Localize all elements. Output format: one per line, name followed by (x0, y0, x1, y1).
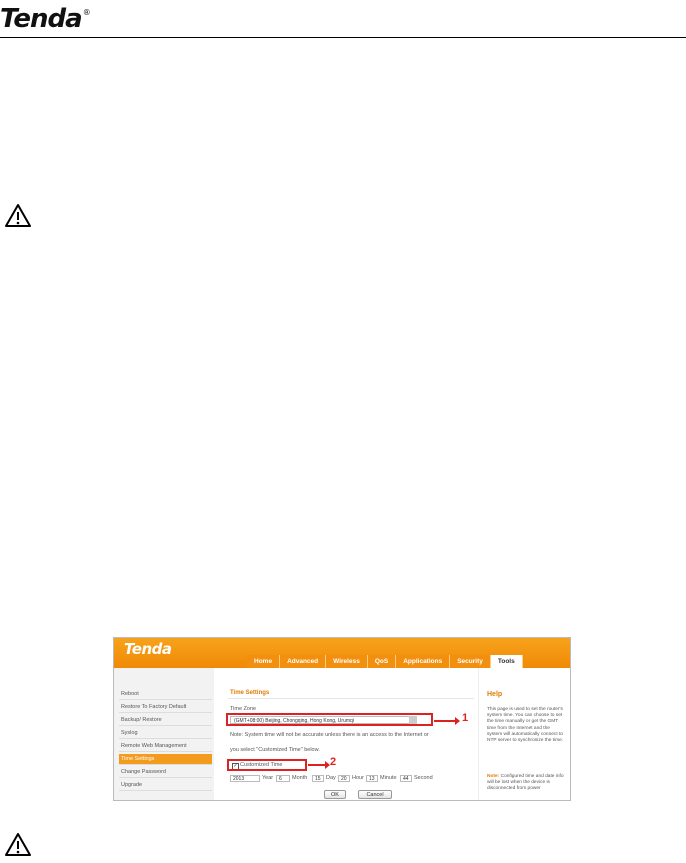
ok-button[interactable]: OK (324, 790, 346, 799)
minute-label: Minute (380, 775, 397, 781)
help-note-text: Configured time and date info will be lost when the device is disconnected from power (487, 774, 564, 792)
sidebar-item-reboot[interactable]: Reboot (119, 689, 212, 700)
nav-tab-wireless[interactable]: Wireless (326, 655, 368, 668)
month-label: Month (292, 775, 308, 781)
sidebar-item-syslog[interactable]: Syslog (119, 728, 212, 739)
time-settings-panel (218, 668, 474, 801)
warning-icon (4, 832, 32, 858)
highlight-box-2 (227, 759, 307, 771)
time-zone-value: (GMT+08:00) Beijing, Chongqing, Hong Kong, Urumqi (234, 718, 354, 724)
sidebar-item-change-password[interactable]: Change Password (119, 767, 212, 778)
second-label: Second (414, 775, 433, 781)
help-note-label: Note: (487, 774, 500, 779)
sidebar-item-time-settings[interactable]: Time Settings (119, 754, 212, 765)
note-line-1: Note: System time will not be accurate unless there is an access to the Internet or (230, 732, 429, 738)
router-time-settings-screenshot (113, 637, 571, 801)
header-rule (0, 37, 686, 38)
year-input[interactable]: 2013 (230, 775, 260, 782)
note-line-2: you select "Customized Time" below. (230, 747, 320, 753)
help-panel (478, 668, 571, 801)
router-sidebar (114, 668, 214, 801)
help-title: Help (487, 691, 503, 698)
nav-tab-applications[interactable]: Applications (396, 655, 450, 668)
month-input[interactable]: 6 (276, 775, 290, 782)
help-note (487, 774, 565, 793)
year-label: Year (262, 775, 274, 781)
section-title: Time Settings (230, 690, 270, 696)
router-header (114, 638, 570, 668)
time-zone-label: Time Zone (230, 706, 257, 712)
callout-number-2: 2 (330, 756, 337, 768)
sidebar-item-backup-restore[interactable]: Backup/ Restore (119, 715, 212, 726)
callout-number-1: 1 (462, 712, 469, 724)
day-label: Day (326, 775, 336, 781)
day-input[interactable]: 15 (312, 775, 324, 782)
customized-time-label: Customized Time (240, 762, 283, 768)
hour-label: Hour (352, 775, 364, 781)
second-input[interactable]: 44 (400, 775, 412, 782)
router-nav (247, 655, 523, 668)
document-logo: Tenda® (0, 4, 90, 34)
sidebar-item-restore-factory[interactable]: Restore To Factory Default (119, 702, 212, 713)
highlight-box-1 (226, 713, 433, 726)
help-text: This page is used to set the router's system time. You can choose to set the time manually or get the GMT time from the Internet and the system will automatically connect to NTP server to synchronize the time. (487, 707, 564, 744)
nav-tab-qos[interactable]: QoS (368, 655, 396, 668)
sidebar-item-remote-web-management[interactable]: Remote Web Management (119, 741, 212, 752)
router-logo: Tenda (124, 640, 172, 658)
section-divider (228, 698, 474, 699)
nav-tab-advanced[interactable]: Advanced (280, 655, 326, 668)
sidebar-item-upgrade[interactable]: Upgrade (119, 780, 212, 791)
cancel-button[interactable]: Cancel (358, 790, 392, 799)
minute-input[interactable]: 13 (366, 775, 378, 782)
nav-tab-home[interactable]: Home (247, 655, 280, 668)
callout-arrow-1 (434, 720, 456, 722)
nav-tab-security[interactable]: Security (450, 655, 491, 668)
customized-time-checkbox[interactable]: ✓ (233, 763, 238, 769)
nav-tab-tools[interactable]: Tools (491, 655, 523, 668)
hour-input[interactable]: 20 (338, 775, 350, 782)
warning-icon (4, 203, 32, 229)
callout-arrow-2 (308, 764, 326, 766)
